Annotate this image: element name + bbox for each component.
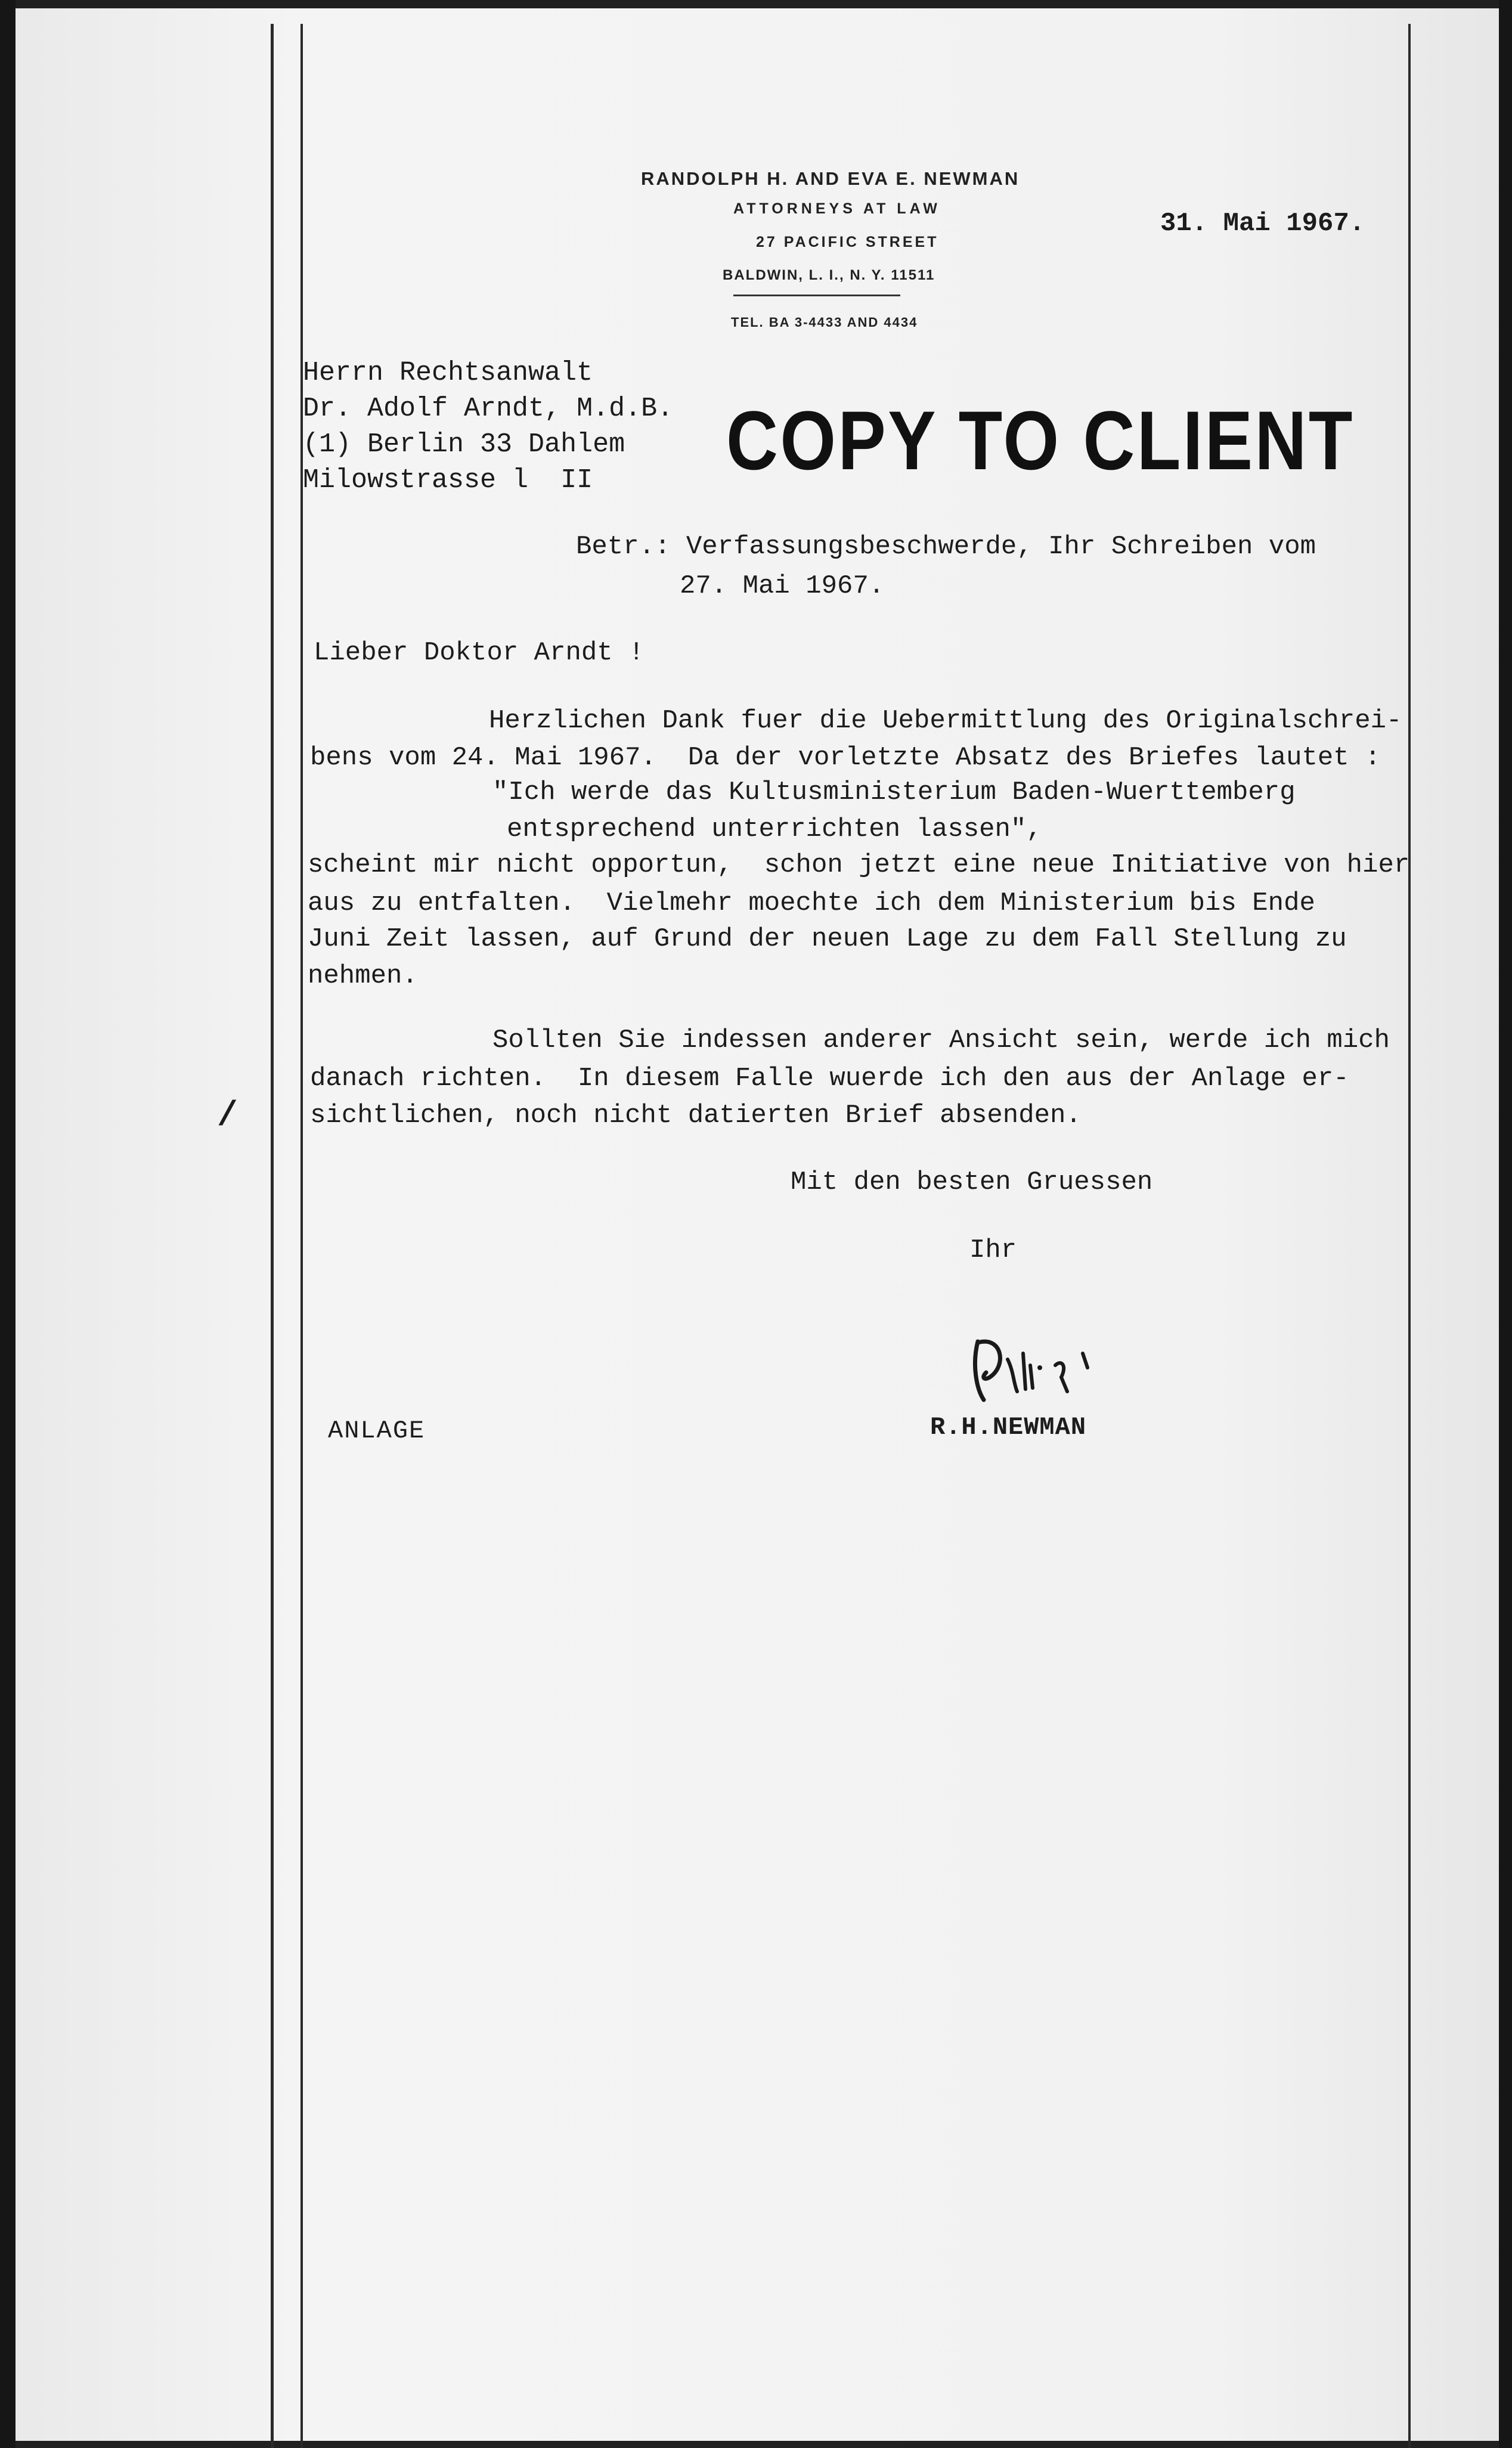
paragraph-line: Juni Zeit lassen, auf Grund der neuen Lage zu dem Fall Stellung zu [308,924,1347,954]
margin-check-mark: / [217,1097,238,1136]
closing: Mit den besten Gruessen [791,1167,1153,1197]
paragraph-line: Herzlichen Dank fuer die Uebermittlung des Originalschrei- [489,706,1402,736]
subject-text: Betr.: Verfassungsbeschwerde, Ihr Schreiben vom [576,532,1316,562]
paragraph-line: sichtlichen, noch nicht datierten Brief absenden. [310,1101,1082,1130]
quoted-line: "Ich werde das Kultusministerium Baden-Wuerttemberg [492,777,1296,807]
letterhead-rule [733,295,900,296]
paragraph-line: scheint mir nicht opportun, schon jetzt eine neue Initiative von hier [308,850,1410,880]
enclosure-label: ANLAGE [328,1417,426,1445]
paragraph-line: danach richten. In diesem Falle wuerde ich den aus der Anlage er- [310,1064,1349,1093]
scan-edge-left [0,0,16,2448]
paragraph-line: Sollten Sie indessen anderer Ansicht sein, werde ich mich [492,1025,1390,1055]
margin-line-left-outer [271,24,274,2448]
letterhead-subtitle: ATTORNEYS AT LAW [733,200,941,217]
recipient-line: (1) Berlin 33 Dahlem [303,429,625,460]
signer-name: R.H.NEWMAN [930,1413,1087,1442]
letterhead-city: BALDWIN, L. I., N. Y. 11511 [723,267,935,283]
letterhead-street: 27 PACIFIC STREET [756,234,939,250]
recipient-line: Herrn Rechtsanwalt [303,358,593,388]
scan-edge-top [0,0,1512,8]
letterhead-name: RANDOLPH H. AND EVA E. NEWMAN [641,168,1020,189]
handwritten-signature [966,1330,1109,1407]
copy-to-client-stamp: COPY TO CLIENT [726,393,1355,487]
closing-pronoun: Ihr [969,1235,1017,1265]
subject-text: 27. Mai 1967. [680,571,885,601]
recipient-line: Dr. Adolf Arndt, M.d.B. [303,393,674,424]
scan-edge-right [1499,0,1512,2448]
paragraph-line: aus zu entfalten. Vielmehr moechte ich dem Ministerium bis Ende [308,888,1315,918]
salutation: Lieber Doktor Arndt ! [314,638,645,668]
paragraph-line: bens vom 24. Mai 1967. Da der vorletzte Absatz des Briefes lautet : [310,743,1381,773]
quoted-line: entsprechend unterrichten lassen", [507,814,1042,844]
margin-line-right [1408,24,1411,2448]
letter-date: 31. Mai 1967. [1160,209,1365,238]
paragraph-line: nehmen. [308,961,418,991]
recipient-line: Milowstrasse l II [303,465,593,495]
scan-edge-bottom [0,2441,1512,2448]
letterhead-telephone: TEL. BA 3-4433 AND 4434 [731,315,918,330]
